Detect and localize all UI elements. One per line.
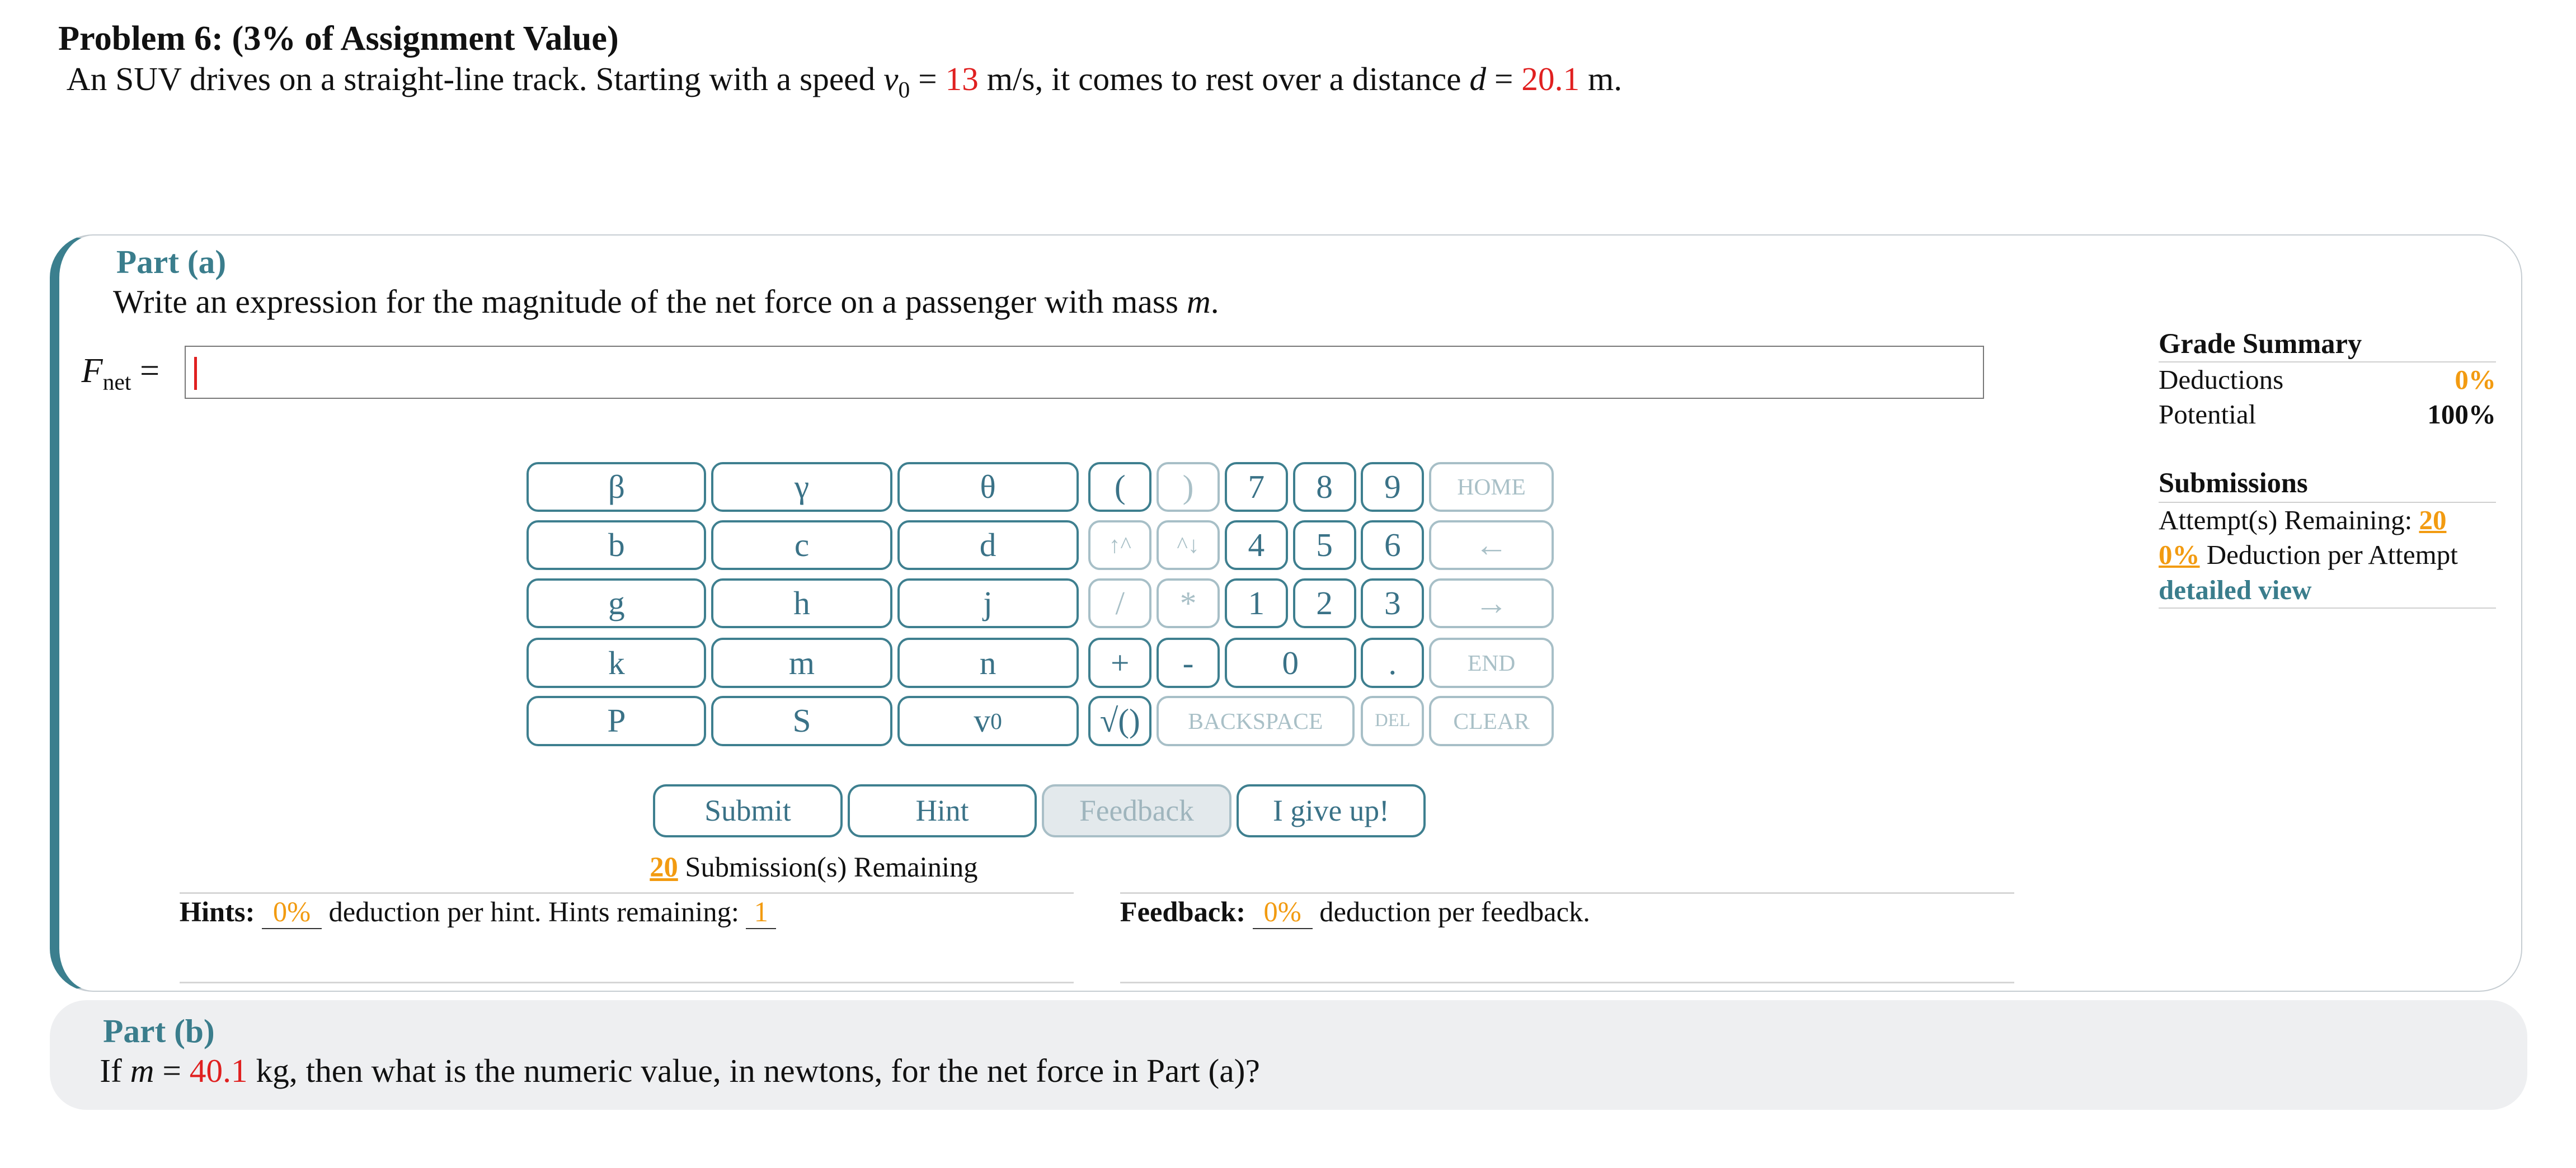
feedback-button[interactable]: Feedback <box>1042 784 1231 837</box>
key-d[interactable]: d <box>897 520 1079 570</box>
key-beta[interactable]: β <box>527 462 706 512</box>
key-multiply[interactable]: * <box>1157 578 1220 628</box>
feedback-status <box>1120 896 1590 929</box>
hints-remaining: 1 <box>746 896 775 929</box>
v0-unit: m/s <box>978 60 1035 97</box>
key-0[interactable]: 0 <box>1225 638 1356 687</box>
part-a-question <box>113 282 1219 321</box>
part-a-title: Part (a) <box>116 243 227 280</box>
key-clear[interactable]: CLEAR <box>1429 696 1554 746</box>
key-end[interactable]: END <box>1429 638 1554 687</box>
d-value: 20.1 <box>1521 60 1580 97</box>
key-b[interactable]: b <box>527 520 706 570</box>
hints-deduction: 0% <box>262 896 322 929</box>
key-gamma[interactable]: γ <box>711 462 892 512</box>
key-6[interactable]: 6 <box>1361 520 1424 570</box>
hints-text: deduction per hint. Hints remaining: <box>321 896 746 927</box>
v0-equals: = <box>910 60 946 97</box>
feedback-bottom-divider <box>1120 982 2014 983</box>
deduction-per-attempt-row <box>2159 538 2496 572</box>
key-left-arrow[interactable]: ← <box>1429 520 1554 570</box>
submissions-count: 20 <box>650 851 678 883</box>
part-b-mass-unit: kg <box>247 1052 289 1089</box>
key-5[interactable]: 5 <box>1293 520 1356 570</box>
potential-row <box>2159 397 2496 432</box>
part-b-mass-value: 40.1 <box>189 1052 248 1089</box>
problem-statement <box>67 60 1622 103</box>
attempts-row <box>2159 503 2496 538</box>
submissions-remaining <box>650 851 977 883</box>
answer-input[interactable] <box>185 346 1985 399</box>
part-b-question <box>100 1052 1260 1090</box>
v0-subscript: 0 <box>898 76 910 102</box>
d-symbol: d <box>1469 60 1487 97</box>
grade-summary <box>2159 327 2496 432</box>
key-8[interactable]: 8 <box>1293 462 1356 512</box>
problem-title: Problem 6: (3% of Assignment Value) <box>58 18 619 58</box>
hints-label: Hints: <box>179 896 255 927</box>
key-m[interactable]: m <box>711 638 892 687</box>
key-right-arrow[interactable]: → <box>1429 578 1554 628</box>
deduction-per-attempt-text: Deduction per Attempt <box>2199 539 2458 571</box>
deductions-row <box>2159 362 2496 397</box>
v0-value: 13 <box>945 60 979 97</box>
answer-label <box>82 351 160 395</box>
potential-label: Potential <box>2159 399 2257 430</box>
hint-button[interactable]: Hint <box>848 784 1037 837</box>
key-close-paren[interactable]: ) <box>1157 462 1220 512</box>
submissions-title: Submissions <box>2159 465 2496 503</box>
key-k[interactable]: k <box>527 638 706 687</box>
key-sqrt[interactable]: √() <box>1088 696 1151 746</box>
key-plus[interactable]: + <box>1088 638 1151 687</box>
problem-text-start: An SUV drives on a straight-line track. Starting with a speed <box>66 60 884 97</box>
key-2[interactable]: 2 <box>1293 578 1356 628</box>
hints-top-divider <box>180 892 1074 894</box>
key-v0-symbol: v <box>974 702 991 740</box>
answer-label-subscript: net <box>102 369 131 395</box>
key-open-paren[interactable]: ( <box>1088 462 1151 512</box>
feedback-top-divider <box>1120 892 2014 894</box>
key-dot[interactable]: . <box>1361 638 1424 687</box>
d-unit: m. <box>1580 60 1623 97</box>
part-b-q-start: If <box>100 1052 130 1089</box>
key-7[interactable]: 7 <box>1225 462 1288 512</box>
problem-text-mid: , it comes to rest over a distance <box>1035 60 1470 97</box>
key-g[interactable]: g <box>527 578 706 628</box>
key-minus[interactable]: - <box>1157 638 1220 687</box>
feedback-label: Feedback: <box>1120 896 1246 927</box>
key-del[interactable]: DEL <box>1361 696 1424 746</box>
potential-value: 100% <box>2427 399 2496 430</box>
answer-label-symbol: F <box>81 351 103 390</box>
text-cursor <box>194 357 198 390</box>
attempts-value: 20 <box>2419 504 2447 535</box>
d-equals: = <box>1486 60 1522 97</box>
key-S[interactable]: S <box>711 696 892 746</box>
submissions-text: Submission(s) Remaining <box>678 851 978 883</box>
key-backspace[interactable]: BACKSPACE <box>1157 696 1354 746</box>
submit-button[interactable]: Submit <box>653 784 843 837</box>
key-j[interactable]: j <box>897 578 1079 628</box>
part-b-equals: = <box>154 1052 190 1089</box>
key-home[interactable]: HOME <box>1429 462 1554 512</box>
hints-status <box>180 896 776 929</box>
part-b-mass-symbol: m <box>130 1052 154 1089</box>
v0-symbol: v <box>883 60 899 97</box>
part-a-question-end: . <box>1210 282 1219 320</box>
key-n[interactable]: n <box>897 638 1079 687</box>
key-down-caret[interactable]: ^↓ <box>1157 520 1220 570</box>
key-v0-subscript: 0 <box>990 708 1002 734</box>
submissions-summary <box>2159 465 2496 609</box>
detailed-view-link[interactable]: detailed view <box>2159 573 2496 609</box>
deduction-per-attempt-value: 0% <box>2159 539 2200 571</box>
key-up-caret[interactable]: ↑^ <box>1088 520 1151 570</box>
key-v0[interactable] <box>897 696 1079 746</box>
part-b-q-end: , then what is the numeric value, in newtons, for the net force in Part (a)? <box>289 1052 1260 1089</box>
key-1[interactable]: 1 <box>1225 578 1288 628</box>
give-up-button[interactable]: I give up! <box>1237 784 1426 837</box>
part-a-question-text: Write an expression for the magnitude of the net force on a passenger with mass <box>112 282 1187 320</box>
part-b-title: Part (b) <box>103 1012 215 1049</box>
mass-symbol: m <box>1186 282 1211 320</box>
key-c[interactable]: c <box>711 520 892 570</box>
key-divide[interactable]: / <box>1088 578 1151 628</box>
key-3[interactable]: 3 <box>1361 578 1424 628</box>
grade-summary-title: Grade Summary <box>2159 327 2496 362</box>
deductions-label: Deductions <box>2159 364 2284 395</box>
key-h[interactable]: h <box>711 578 892 628</box>
key-P[interactable]: P <box>527 696 706 746</box>
feedback-text: deduction per feedback. <box>1312 896 1590 927</box>
attempts-label: Attempt(s) Remaining: <box>2159 504 2419 535</box>
hints-bottom-divider <box>180 982 1074 983</box>
answer-label-equals: = <box>131 351 160 390</box>
deductions-value: 0% <box>2455 364 2496 395</box>
feedback-deduction: 0% <box>1253 896 1313 929</box>
key-theta[interactable]: θ <box>897 462 1079 512</box>
key-9[interactable]: 9 <box>1361 462 1424 512</box>
key-4[interactable]: 4 <box>1225 520 1288 570</box>
